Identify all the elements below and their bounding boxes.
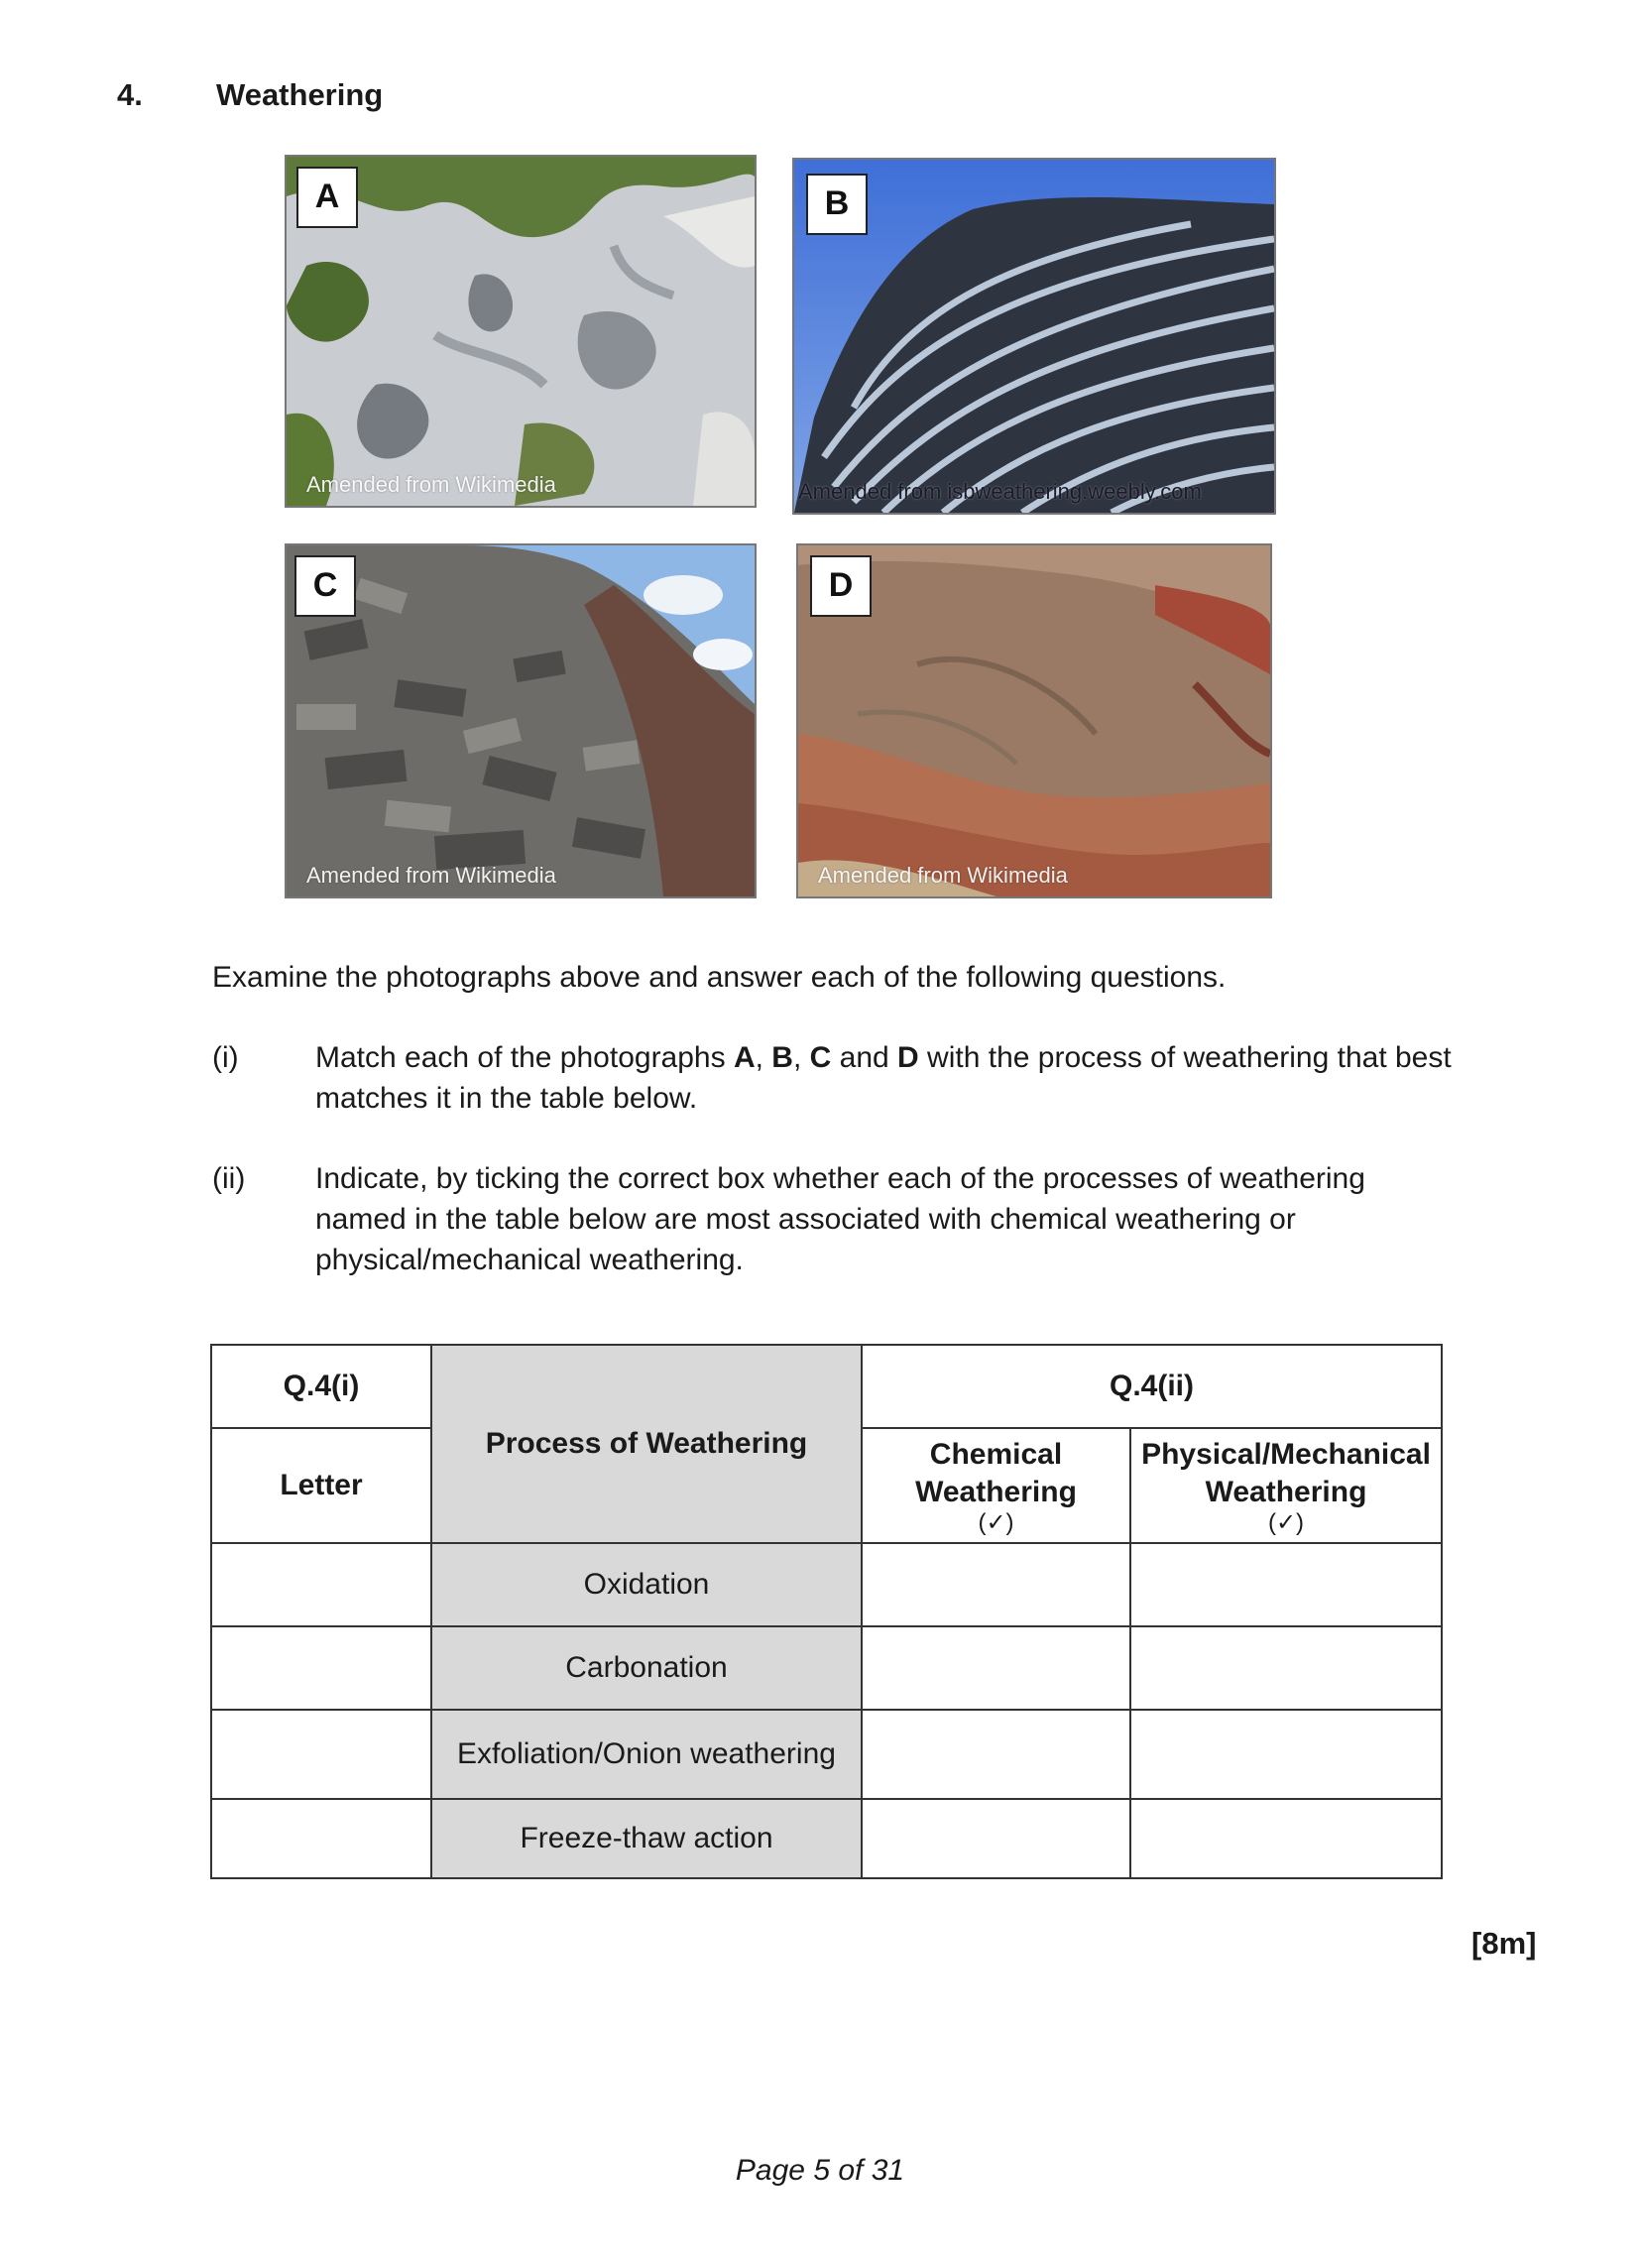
header-physical-label: Physical/Mechanical Weathering [1141,1438,1431,1508]
separator: , [792,1041,810,1074]
part-i-text [315,1037,1485,1119]
photo-c [285,543,757,898]
part-i-text-tail: with the process of weathering that best matches it in the table below. [315,1041,1452,1115]
physical-tick-cell[interactable] [1130,1626,1442,1710]
scree-slope-photo-icon [287,545,755,896]
process-cell: Oxidation [431,1543,862,1626]
chemical-tick-cell[interactable] [862,1543,1130,1626]
photo-credit: Amended from isbweathering.weebly.com [798,479,1202,504]
process-cell: Exfoliation/Onion weathering [431,1710,862,1799]
photo-b [792,158,1276,515]
photo-credit: Amended from Wikimedia [818,863,1068,888]
part-i-marker: (i) [212,1041,239,1074]
part-ii-marker: (ii) [212,1162,246,1195]
photo-label: A [296,167,358,228]
letter-d: D [897,1041,919,1074]
part-i-text-lead: Match each of the photographs [315,1041,734,1074]
header-chemical [862,1428,1130,1543]
physical-tick-cell[interactable] [1130,1799,1442,1878]
physical-tick-cell[interactable] [1130,1710,1442,1799]
letter-b: B [771,1041,793,1074]
chemical-tick-cell[interactable] [862,1626,1130,1710]
photo-label: C [294,555,356,617]
header-process: Process of Weathering [431,1345,862,1543]
header-physical [1130,1428,1442,1543]
separator: , [755,1041,772,1074]
page-number: Page 5 of 31 [735,2154,905,2187]
table-row [211,1626,1442,1710]
process-cell: Carbonation [431,1626,862,1710]
table-row [211,1799,1442,1878]
marks-allocation: [8m] [1471,1926,1537,1961]
header-letter: Letter [211,1428,431,1543]
part-ii-text: Indicate, by ticking the correct box whether each of the processes of weathering named in the table below are most associated with chemical weathering or physical/mechanical weathering. [315,1162,1365,1276]
process-cell: Freeze-thaw action [431,1799,862,1878]
question-number: 4. [117,77,143,112]
letter-c: C [809,1041,832,1074]
chemical-tick-cell[interactable] [862,1799,1130,1878]
chemical-tick-cell[interactable] [862,1710,1130,1799]
tick-hint: (✓) [1267,1509,1305,1536]
photo-credit: Amended from Wikimedia [306,472,556,497]
tick-hint: (✓) [978,1509,1014,1536]
intro-instruction: Examine the photographs above and answer each of the following questions. [212,961,1227,994]
header-q4ii: Q.4(ii) [862,1345,1442,1428]
photo-d [796,543,1272,898]
letter-a: A [733,1041,756,1074]
table-row [211,1543,1442,1626]
header-q4i: Q.4(i) [211,1345,431,1428]
photo-a [285,155,757,508]
answer-table [210,1344,1443,1879]
photo-label: D [810,555,872,617]
question-title: Weathering [216,77,384,112]
physical-tick-cell[interactable] [1130,1543,1442,1626]
letter-cell[interactable] [211,1543,431,1626]
letter-cell[interactable] [211,1710,431,1799]
photo-credit: Amended from Wikimedia [306,863,556,888]
letter-cell[interactable] [211,1799,431,1878]
table-row [211,1710,1442,1799]
header-chemical-label: Chemical Weathering [915,1438,1077,1508]
photo-label: B [806,174,868,235]
letter-cell[interactable] [211,1626,431,1710]
separator: and [831,1041,898,1074]
